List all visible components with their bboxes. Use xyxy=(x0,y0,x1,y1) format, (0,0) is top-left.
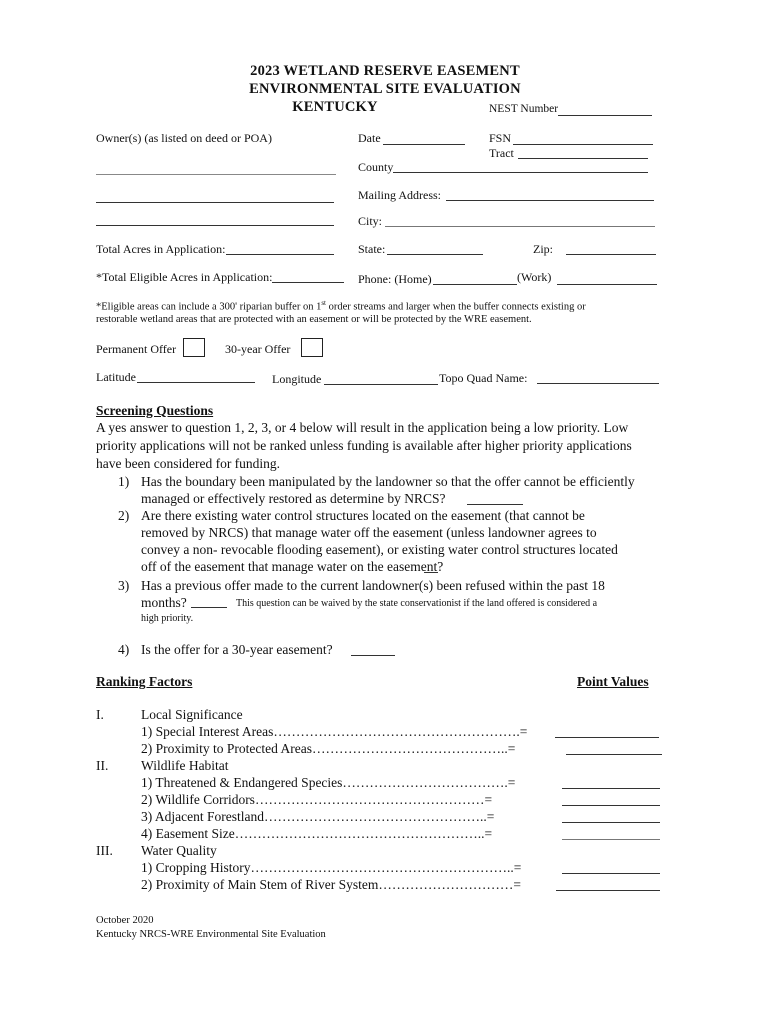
section-3-item-2-points[interactable] xyxy=(556,890,660,891)
screening-heading: Screening Questions xyxy=(96,403,214,418)
phone-home-field[interactable] xyxy=(433,284,517,285)
q3-note-line1: This question can be waived by the state conservationist if the land offered is considered a xyxy=(236,598,598,609)
section-1-item-2: 2) Proximity to Protected Areas……………………………………..= xyxy=(141,741,516,756)
form-title-line3: KENTUCKY xyxy=(292,99,378,115)
form-title-line1: 2023 WETLAND RESERVE EASEMENT xyxy=(250,63,520,79)
zip-field[interactable] xyxy=(566,254,656,255)
point-values-heading: Point Values xyxy=(577,674,649,689)
q2-number: 2) xyxy=(118,508,130,523)
q3-number: 3) xyxy=(118,578,130,593)
phone-work-field[interactable] xyxy=(557,284,657,285)
total-acres-label: Total Acres in Application: xyxy=(96,242,226,256)
section-1-item-2-points[interactable] xyxy=(566,754,662,755)
eligibility-note-line2: restorable wetland areas that are protected with an easement or will be protected by the WRE easement. xyxy=(96,314,532,325)
thirty-year-offer-label: 30-year Offer xyxy=(225,342,291,356)
eligibility-note-line1: *Eligible areas can include a 300' riparian buffer on 1st order streams and larger when the buffer connects existing or xyxy=(96,299,586,313)
section-2-item-2-points[interactable] xyxy=(562,805,660,806)
owner-name-field-1[interactable] xyxy=(96,174,336,175)
nest-number-label: NEST Number xyxy=(489,103,559,115)
q3-note-line2: high priority. xyxy=(141,613,194,624)
total-acres-field[interactable] xyxy=(226,254,334,255)
q2-line3: convey a non- revocable flooding easement), or existing water control structures located xyxy=(141,542,618,557)
longitude-label: Longitude xyxy=(272,372,322,386)
ranking-heading: Ranking Factors xyxy=(96,674,193,689)
section-2-item-4-points[interactable] xyxy=(562,839,660,840)
q4-answer-field[interactable] xyxy=(351,655,395,656)
owner-name-field-2[interactable] xyxy=(96,202,334,203)
q2-answer-field[interactable] xyxy=(424,572,438,573)
q1-line2: managed or effectively restored as determine by NRCS? xyxy=(141,491,446,506)
mailing-address-field[interactable] xyxy=(446,200,654,201)
q2-line4: off of the easement that manage water on the easement? xyxy=(141,559,444,574)
permanent-offer-checkbox[interactable] xyxy=(183,338,205,357)
q3-line1: Has a previous offer made to the current landowner(s) been refused within the past 18 xyxy=(141,578,605,593)
section-1-item-1-points[interactable] xyxy=(555,737,659,738)
section-3-title: Water Quality xyxy=(141,843,217,858)
latitude-field[interactable] xyxy=(137,382,255,383)
section-3-numeral: III. xyxy=(96,843,113,858)
q4-line1: Is the offer for a 30-year easement? xyxy=(141,642,333,657)
phone-home-label: Phone: (Home) xyxy=(358,272,432,286)
phone-work-label: (Work) xyxy=(517,270,552,284)
section-1-item-1: 1) Special Interest Areas……………………………………………….= xyxy=(141,724,528,739)
footer-title: Kentucky NRCS-WRE Environmental Site Evaluation xyxy=(96,929,326,940)
topo-quad-label: Topo Quad Name: xyxy=(439,371,528,385)
fsn-label: FSN xyxy=(489,131,512,145)
section-3-item-1: 1) Cropping History…………………………………………………..= xyxy=(141,860,522,875)
date-field[interactable] xyxy=(383,144,465,145)
fsn-field[interactable] xyxy=(513,144,653,145)
q2-line1: Are there existing water control structures located on the easement (that cannot be xyxy=(141,508,585,523)
county-label: County xyxy=(358,160,394,174)
zip-label: Zip: xyxy=(533,242,553,256)
section-2-item-3-points[interactable] xyxy=(562,822,660,823)
section-2-item-1-points[interactable] xyxy=(562,788,660,789)
q2-line2: removed by NRCS) that manage water off the easement (unless landowner agrees to xyxy=(141,525,597,540)
section-1-numeral: I. xyxy=(96,707,104,722)
form-title-line2: ENVIRONMENTAL SITE EVALUATION xyxy=(249,81,521,97)
section-2-item-4: 4) Easement Size………………………………………………..= xyxy=(141,826,493,841)
topo-quad-field[interactable] xyxy=(537,383,659,384)
owner-name-field-3[interactable] xyxy=(96,225,334,226)
section-2-title: Wildlife Habitat xyxy=(141,758,229,773)
q3-answer-field[interactable] xyxy=(191,607,227,608)
q1-line1: Has the boundary been manipulated by the landowner so that the offer cannot be efficiently xyxy=(141,474,635,489)
state-label: State: xyxy=(358,242,386,256)
footer-date: October 2020 xyxy=(96,915,154,926)
screening-intro-line1: A yes answer to question 1, 2, 3, or 4 below will result in the application being a low priority. Low xyxy=(96,420,629,435)
section-2-item-2: 2) Wildlife Corridors……………………………………………= xyxy=(141,792,493,807)
owners-label: Owner(s) (as listed on deed or POA) xyxy=(96,131,272,145)
tract-field[interactable] xyxy=(518,158,648,159)
longitude-field[interactable] xyxy=(324,384,438,385)
permanent-offer-label: Permanent Offer xyxy=(96,342,177,356)
section-2-item-3: 3) Adjacent Forestland…………………………………………..= xyxy=(141,809,495,824)
tract-label: Tract xyxy=(489,146,514,160)
county-field[interactable] xyxy=(393,172,648,173)
latitude-label: Latitude xyxy=(96,370,136,384)
eligible-acres-field[interactable] xyxy=(272,282,344,283)
q3-line2: months? xyxy=(141,595,187,610)
state-field[interactable] xyxy=(387,254,483,255)
section-3-item-2: 2) Proximity of Main Stem of River System…………………………= xyxy=(141,877,521,892)
q4-number: 4) xyxy=(118,642,130,657)
q1-number: 1) xyxy=(118,474,130,489)
screening-intro-line3: have been considered for funding. xyxy=(96,456,281,471)
eligible-acres-label: *Total Eligible Acres in Application: xyxy=(96,270,273,284)
thirty-year-offer-checkbox[interactable] xyxy=(301,338,323,357)
section-1-title: Local Significance xyxy=(141,707,243,722)
nest-number-field[interactable] xyxy=(558,115,652,116)
q1-answer-field[interactable] xyxy=(467,504,523,505)
section-2-item-1: 1) Threatened & Endangered Species……………………………….= xyxy=(141,775,516,790)
section-3-item-1-points[interactable] xyxy=(562,873,660,874)
section-2-numeral: II. xyxy=(96,758,109,773)
city-label: City: xyxy=(358,214,383,228)
city-field[interactable] xyxy=(385,226,655,227)
screening-intro-line2: priority applications will not be ranked unless funding is available after higher priority applications xyxy=(96,438,632,453)
date-label: Date xyxy=(358,131,381,145)
mailing-address-label: Mailing Address: xyxy=(358,188,441,202)
